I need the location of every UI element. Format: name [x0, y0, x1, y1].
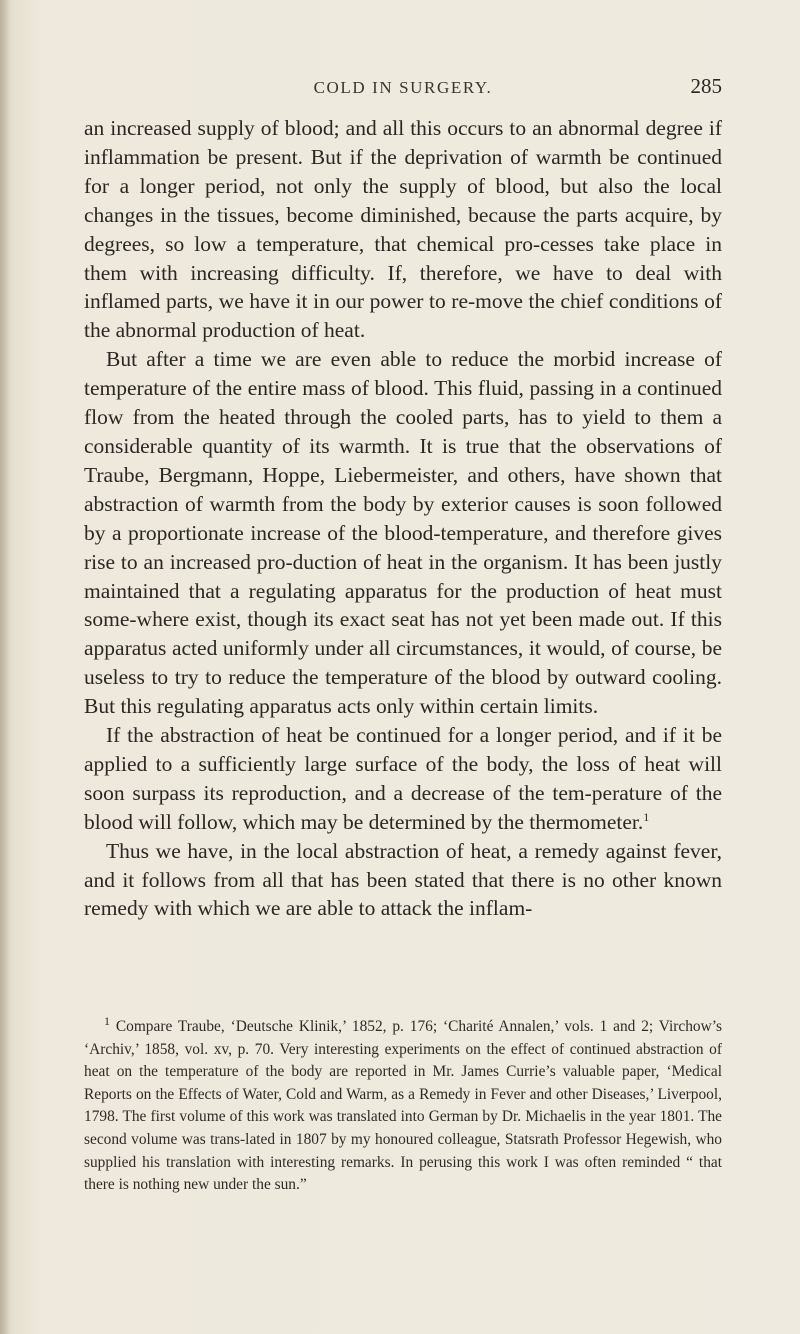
- page-header: [84, 72, 722, 102]
- paragraph-1: an increased supply of blood; and all this occurs to an abnormal degree if inflammation be present. But if the deprivation of warmth be continued for a longer period, not only the supply of blood, but also the local changes in the tissues, become diminished, because the parts acquire, by degrees, so low a temperature, that chemical pro-cesses take place in them with increasing difficulty. If, therefore, we have to deal with inflamed parts, we have it in our power to re-move the chief conditions of the abnormal production of heat.: [84, 116, 722, 343]
- spine-shadow: [0, 0, 10, 1334]
- paragraph-3-text: If the abstraction of heat be continued for a longer period, and if it be applied to a sufficiently large surface of the body, the loss of heat will soon surpass its reproduction, and a decrease of the tem-perature of the blood will follow, which may be determined by the thermometer.: [84, 723, 722, 834]
- paragraph-3: [84, 721, 722, 837]
- footnote-text: Compare Traube, ‘Deutsche Klinik,’ 1852, p. 176; ‘Charité Annalen,’ vols. 1 and 2; Virchow’s ‘Archiv,’ 1858, vol. xv, p. 70. Very interesting experiments on the effect of continued abstraction of heat on the temperature of the body are reported in Mr. James Currie’s valuable paper, ‘Medical Reports on the Effects of Water, Cold and Warm, as a Remedy in Fever and other Diseases,’ Liverpool, 1798. The first volume of this work was translated into German by Dr. Michaelis in the year 1801. The second volume was trans-lated in 1807 by my honoured colleague, Statsrath Professor Hegewish, who supplied his translation with interesting remarks. In perusing this work I was often reminded “ that there is nothing new under the sun.”: [84, 1018, 722, 1194]
- footnotes: [84, 1013, 722, 1197]
- footnote-1: [84, 1013, 722, 1197]
- running-head: COLD IN SURGERY.: [313, 78, 493, 97]
- paragraph-2: But after a time we are even able to reduce the morbid increase of temperature of the entire mass of blood. This fluid, passing in a continued flow from the heated through the cooled parts, has to yield to them a considerable quantity of its warmth. It is true that the observations of Traube, Bergmann, Hoppe, Liebermeister, and others, have shown that abstraction of warmth from the body by exterior causes is soon followed by a proportionate increase of the blood-temperature, and therefore gives rise to an increased pro-duction of heat in the organism. It has been justly maintained that a regulating apparatus for the production of heat must some-where exist, though its exact seat has not yet been made out. If this apparatus acted uniformly under all circumstances, it would, of course, be useless to try to reduce the temperature of the blood by outward cooling. But this regulating apparatus acts only within certain limits.: [84, 347, 722, 719]
- page-number: 285: [690, 74, 722, 98]
- footnote-reference[interactable]: 1: [643, 809, 650, 824]
- footnote-marker: 1: [104, 1013, 110, 1028]
- body-text: [84, 114, 722, 923]
- paragraph-4: Thus we have, in the local abstraction of heat, a remedy against fever, and it follows from all that has been stated that there is no other known remedy with which we are able to attack the inflam-: [84, 838, 722, 921]
